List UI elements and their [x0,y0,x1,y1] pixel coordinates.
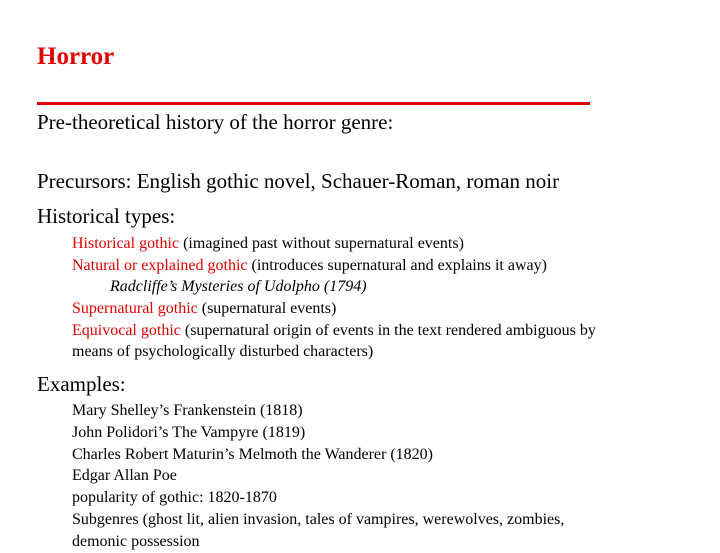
type-desc: (introduces supernatural and explains it away) [247,257,547,274]
historical-types-heading: Historical types: [37,204,176,228]
example-item: John Polidori’s The Vampyre (1819) [72,424,306,441]
example-item: popularity of gothic: 1820-1870 [72,489,277,506]
type-continuation: means of psychologically disturbed characters) [72,343,374,360]
example-item: Charles Robert Maturin’s Melmoth the Wanderer (1820) [72,446,433,463]
examples-heading: Examples: [37,372,126,396]
precursors-line: Precursors: English gothic novel, Schauer-Roman, roman noir [37,169,560,193]
type-item [72,255,547,277]
type-desc: (supernatural events) [197,300,337,317]
type-term: Supernatural gothic [72,300,198,317]
slide-title: Horror [37,43,115,70]
example-item: Mary Shelley’s Frankenstein (1818) [72,402,303,419]
slide-subtitle: Pre-theoretical history of the horror genre: [37,110,394,134]
example-item: demonic possession [72,533,200,550]
title-divider [37,102,590,105]
type-desc: (supernatural origin of events in the text rendered ambiguous by [180,322,596,339]
type-example: Radcliffe’s Mysteries of Udolpho (1794) [110,278,367,295]
type-term: Natural or explained gothic [72,257,248,274]
type-item [72,298,336,320]
type-term: Historical gothic [72,235,180,252]
type-term: Equivocal gothic [72,322,181,339]
type-item [72,233,464,255]
type-desc: (imagined past without supernatural events) [179,235,464,252]
example-item: Edgar Allan Poe [72,467,177,484]
example-item: Subgenres (ghost lit, alien invasion, tales of vampires, werewolves, zombies, [72,511,565,528]
type-item [72,320,596,342]
